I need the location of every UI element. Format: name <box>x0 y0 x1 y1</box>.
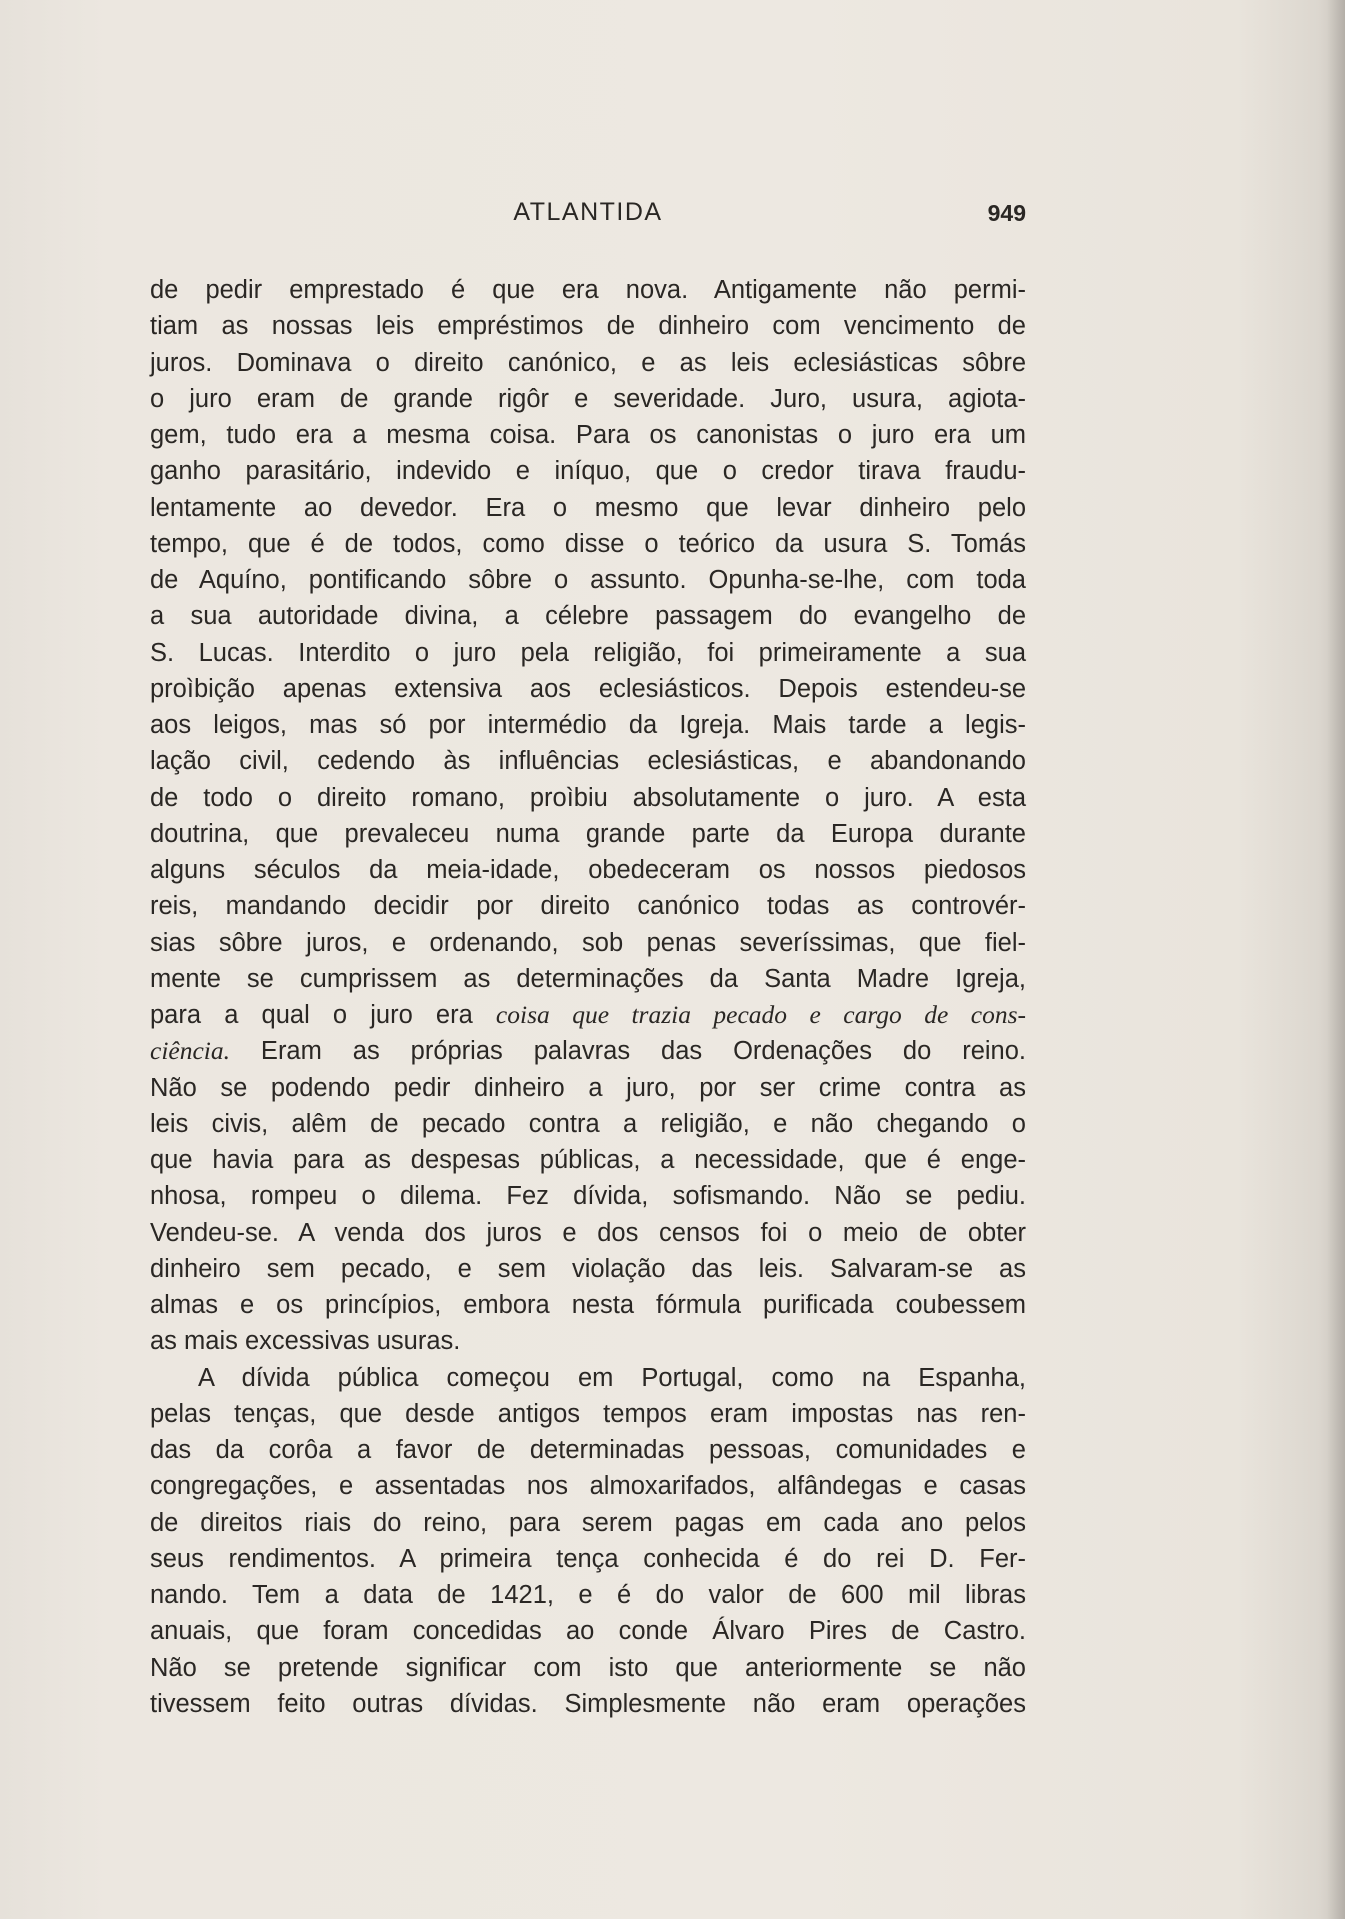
text-line: lação civil, cedendo às influências eclesiásticas, e abandonando <box>150 747 1026 776</box>
text-line: nhosa, rompeu o dilema. Fez dívida, sofismando. Não se pediu. <box>150 1182 1026 1211</box>
text-line: proìbição apenas extensiva aos eclesiásticos. Depois estendeu-se <box>150 674 1026 703</box>
text-line: sias sôbre juros, e ordenando, sob penas severíssimas, que fiel- <box>150 928 1026 957</box>
text-line: reis, mandando decidir por direito canónico todas as controvér- <box>150 892 1026 921</box>
text-line: dinheiro sem pecado, e sem violação das leis. Salvaram-se as <box>150 1254 1026 1283</box>
text-line: tempo, que é de todos, como disse o teórico da usura S. Tomás <box>150 529 1026 558</box>
text-line: tiam as nossas leis empréstimos de dinheiro com vencimento de <box>150 312 1026 341</box>
text-line: mente se cumprissem as determinações da Santa Madre Igreja, <box>150 964 1026 993</box>
text-line: nando. Tem a data de 1421, e é do valor de 600 mil libras <box>150 1581 1026 1609</box>
text-line: que havia para as despesas públicas, a necessidade, que é enge- <box>150 1146 1026 1174</box>
text-line: das da corôa a favor de determinadas pessoas, comunidades e <box>150 1436 1026 1464</box>
text-line: o juro eram de grande rigôr e severidade. Juro, usura, agiota- <box>150 384 1026 413</box>
text-line: ganho parasitário, indevido e iníquo, que o credor tirava fraudu- <box>150 457 1026 486</box>
text-line <box>150 1033 1026 1069</box>
text-line: aos leigos, mas só por intermédio da Igreja. Mais tarde a legis- <box>150 711 1026 739</box>
text-line: Não se podendo pedir dinheiro a juro, por ser crime contra as <box>150 1073 1026 1102</box>
text-line: de pedir emprestado é que era nova. Antigamente não permi- <box>150 276 1026 304</box>
text-line: almas e os princípios, embora nesta fórmula purificada coubessem <box>150 1291 1026 1319</box>
italic-quote: ciência. <box>150 1036 230 1066</box>
text-line: de todo o direito romano, proìbiu absolutamente o juro. A esta <box>150 783 1026 812</box>
text-line: S. Lucas. Interdito o juro pela religião, foi primeiramente a sua <box>150 638 1026 667</box>
page-number: 949 <box>987 200 1026 226</box>
text-line: gem, tudo era a mesma coisa. Para os canonistas o juro era um <box>150 421 1026 449</box>
body-text <box>150 272 1026 1722</box>
text-line: doutrina, que prevaleceu numa grande parte da Europa durante <box>150 819 1026 848</box>
text-line: lentamente ao devedor. Era o mesmo que levar dinheiro pelo <box>150 493 1026 522</box>
text-line: leis civis, alêm de pecado contra a religião, e não chegando o <box>150 1109 1026 1138</box>
text-line: congregações, e assentadas nos almoxarifados, alfândegas e casas <box>150 1472 1026 1501</box>
italic-quote: coisa que trazia pecado e cargo de cons- <box>495 1000 1026 1029</box>
text-line: seus rendimentos. A primeira tença conhecida é do rei D. Fer- <box>150 1544 1026 1573</box>
text-line: a sua autoridade divina, a célebre passagem do evangelho de <box>150 602 1026 631</box>
text-line: juros. Dominava o direito canónico, e as leis eclesiásticas sôbre <box>150 348 1026 377</box>
text-line: alguns séculos da meia-idade, obedeceram os nossos piedosos <box>150 856 1026 884</box>
text-line: Não se pretende significar com isto que anteriormente se não <box>150 1653 1026 1682</box>
text-segment: Eram as próprias palavras das Ordenações do reino. <box>230 1037 1026 1066</box>
text-line: pelas tenças, que desde antigos tempos eram impostas nas ren- <box>150 1399 1026 1428</box>
paragraph-first-line: A dívida pública começou em Portugal, como na Espanha, <box>198 1363 1026 1392</box>
text-line: de direitos riais do reino, para serem pagas em cada ano pelos <box>150 1508 1026 1537</box>
text-line: Vendeu-se. A venda dos juros e dos censos foi o meio de obter <box>150 1218 1026 1247</box>
page-edge-shadow <box>1327 0 1345 1919</box>
text-line: anuais, que foram concedidas ao conde Álvaro Pires de Castro. <box>150 1617 1026 1646</box>
text-segment: para a qual o juro era <box>150 1001 496 1029</box>
running-title: ATLANTIDA <box>513 198 663 226</box>
text-line <box>150 997 1026 1033</box>
text-line: de Aquíno, pontificando sôbre o assunto. Opunha-se-lhe, com toda <box>150 566 1026 594</box>
running-header <box>150 198 1026 232</box>
text-line: as mais excessivas usuras. <box>150 1327 461 1356</box>
text-line: tivessem feito outras dívidas. Simplesmente não eram operações <box>150 1689 1026 1718</box>
